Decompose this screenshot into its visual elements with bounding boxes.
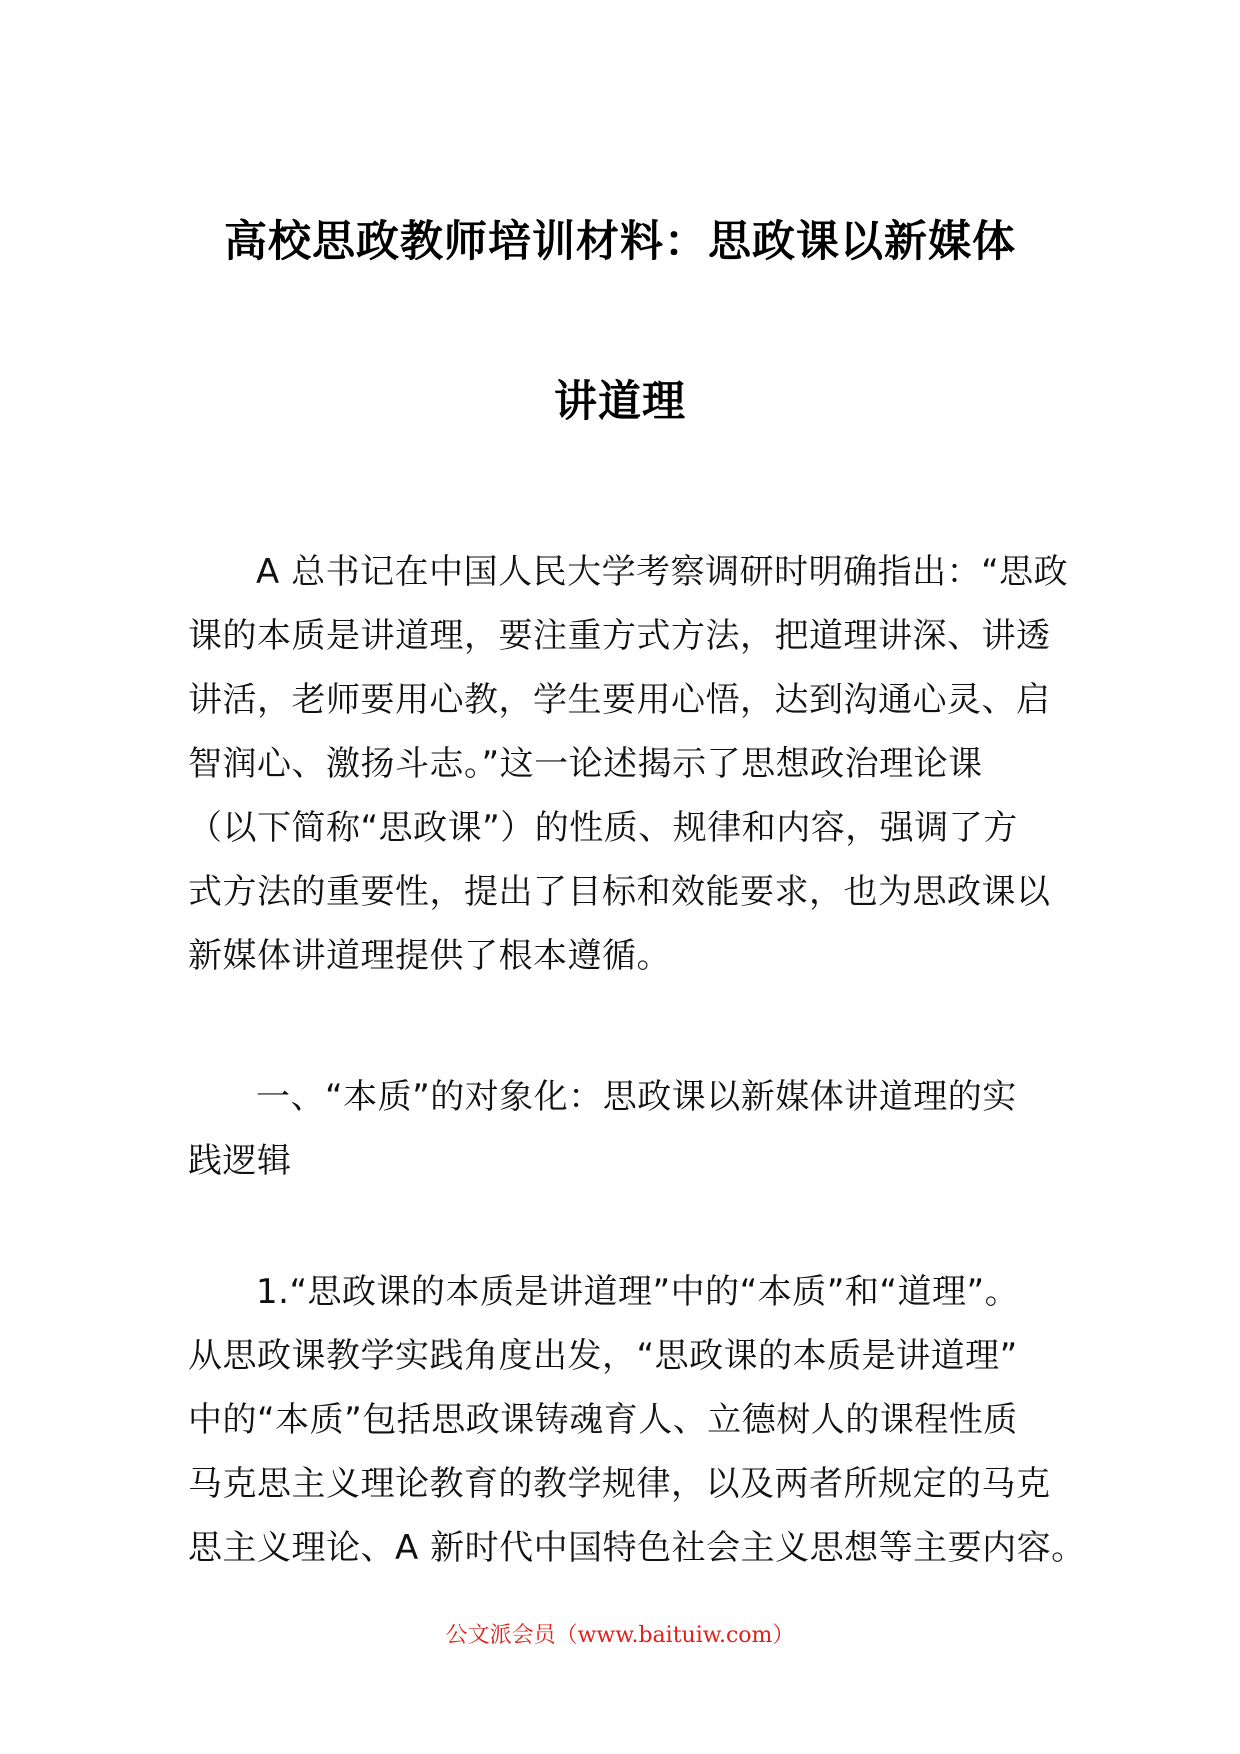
paragraph-line: 马克思主义理论教育的教学规律，以及两者所规定的马克: [188, 1464, 1051, 1504]
footer-watermark: 公文派会员（www.baituiw.com）: [445, 1623, 795, 1648]
intro-paragraph: [188, 540, 1069, 988]
heading-line: 一、“本质”的对象化：思政课以新媒体讲道理的实: [256, 1077, 1017, 1117]
paragraph-line: 智润心、激扬斗志。”这一论述揭示了思想政治理论课: [188, 744, 983, 784]
paragraph-line: 中的“本质”包括思政课铸魂育人、立德树人的课程性质: [188, 1400, 1018, 1440]
section-paragraph: [188, 1260, 1086, 1580]
paragraph-line: 从思政课教学实践角度出发，“思政课的本质是讲道理”: [188, 1336, 1018, 1376]
paragraph-line: 讲活，老师要用心教，学生要用心悟，达到沟通心灵、启: [188, 680, 1051, 720]
heading-line: 践逻辑: [188, 1141, 292, 1181]
section-heading: [188, 1065, 1058, 1193]
paragraph-line: 新媒体讲道理提供了根本遵循。: [188, 936, 671, 976]
paragraph-line: 课的本质是讲道理，要注重方式方法，把道理讲深、讲透: [188, 616, 1051, 656]
paragraph-line: A 总书记在中国人民大学考察调研时明确指出：“思政: [256, 552, 1069, 592]
paragraph-line: 式方法的重要性，提出了目标和效能要求，也为思政课以: [188, 872, 1051, 912]
paragraph-line: 1.“思政课的本质是讲道理”中的“本质”和“道理”。: [256, 1272, 1020, 1312]
paragraph-line: （以下简称“思政课”）的性质、规律和内容，强调了方: [188, 808, 1018, 848]
document-title-line-2: 讲道理: [554, 377, 686, 427]
document-title-line-1: 高校思政教师培训材料：思政课以新媒体: [224, 217, 1016, 267]
paragraph-line: 思主义理论、A 新时代中国特色社会主义思想等主要内容。: [188, 1528, 1086, 1568]
